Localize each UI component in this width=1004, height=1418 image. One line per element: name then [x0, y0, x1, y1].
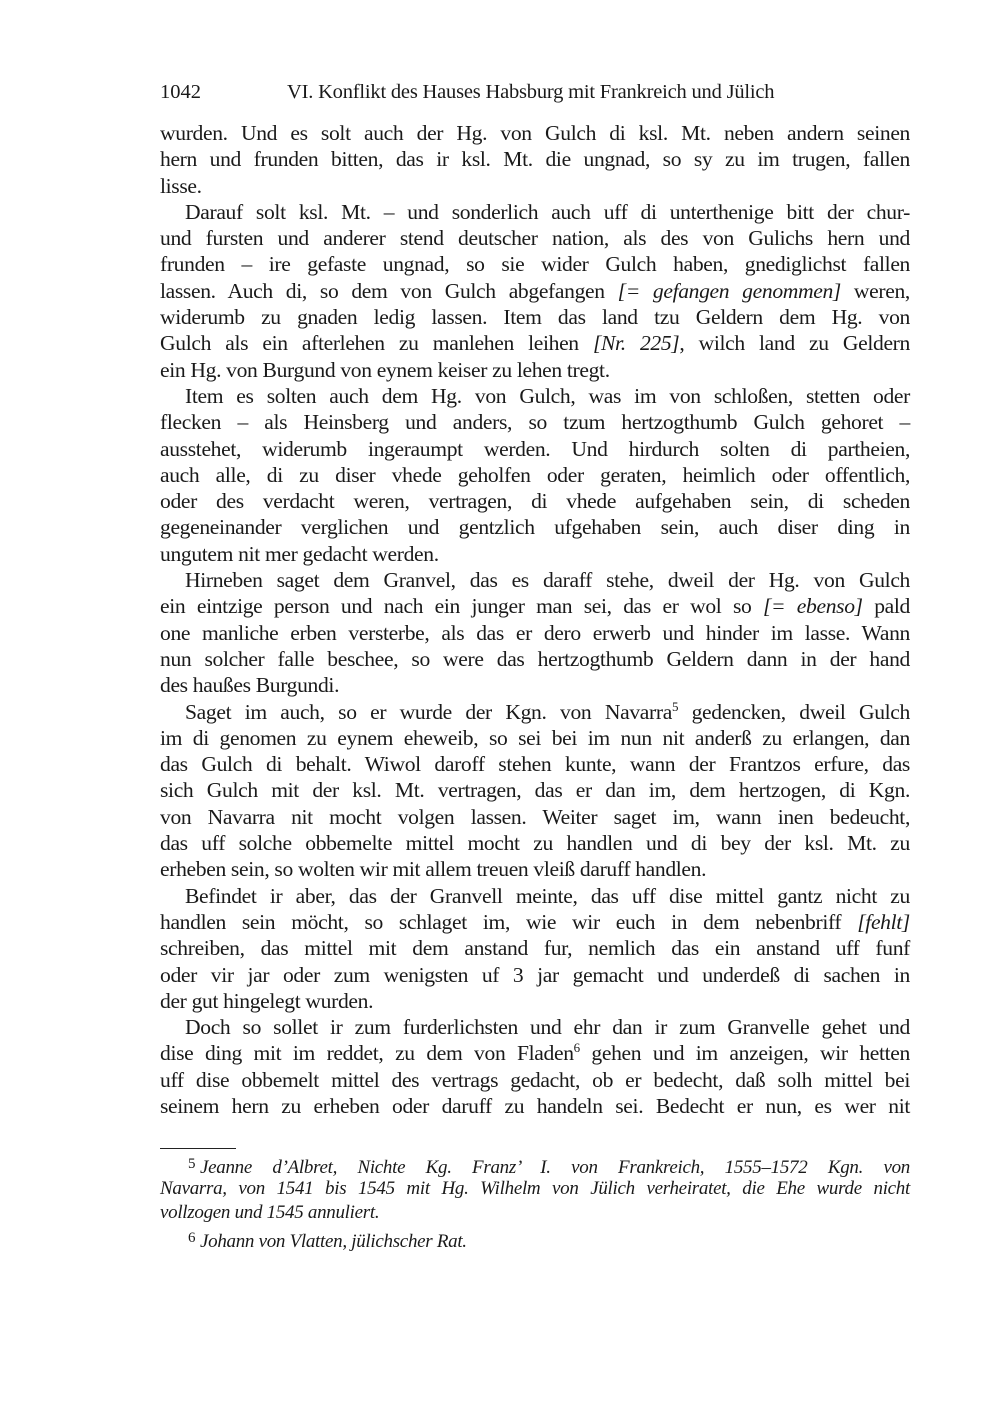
- text-line: der gut hingelegt wurden.: [160, 988, 374, 1013]
- text-line: ungutem nit mer gedacht werden.: [160, 541, 439, 566]
- footnote: [160, 1152, 910, 1226]
- editorial-note: [= ebenso]: [762, 594, 863, 619]
- main-text: [160, 120, 910, 1119]
- text-line: von Navarra nit mocht volgen lassen. Weiter saget im, wann inen bedeucht,: [160, 804, 910, 829]
- text-line: und fursten und anderer stend deutscher nation, als des von Gulichs hern und: [160, 226, 910, 251]
- footnote-reference[interactable]: 5: [671, 698, 679, 714]
- paragraph: [160, 699, 910, 883]
- text-line: des haußes Burgundi.: [160, 673, 340, 698]
- footnote-line: vollzogen und 1545 annuliert.: [160, 1202, 380, 1223]
- text-line: lassen. Auch di, so dem von Gulch abgefangen [= gefangen genommen] weren,: [160, 278, 910, 303]
- text-line: dise ding mit im reddet, zu dem von Fladen$^6$ gehen und im anzeigen, wir hetten: [160, 1040, 910, 1066]
- text-line: widerumb zu gnaden ledig lassen. Item das land tzu Geldern dem Hg. von: [160, 305, 910, 330]
- paragraph: [160, 199, 910, 383]
- paragraph: [160, 383, 910, 567]
- footnote-number: 6: [188, 1229, 196, 1246]
- text-line: das uff solche obbemelte mittel mocht zu handlen und di bey der ksl. Mt. zu: [160, 831, 910, 856]
- text-line: Saget im auch, so er wurde der Kgn. von Navarra$^5$ gedencken, dweil Gulch: [185, 698, 910, 724]
- text-line: nun solcher falle beschee, so were das hertzogthumb Geldern dann in der hand: [160, 646, 910, 671]
- text-line: one manliche erben versterbe, als das er dero erwerb und hinder im lasse. Wann: [160, 620, 910, 645]
- editorial-note: [= gefangen genommen]: [617, 278, 841, 303]
- text-line: gegeneinander verglichen und gentzlich ufgehaben sein, auch diser ding in: [160, 515, 910, 540]
- footnote-number: 5: [188, 1156, 196, 1172]
- footnote: [160, 1226, 910, 1251]
- footnote-reference[interactable]: 6: [573, 1040, 580, 1056]
- text-line: Doch so sollet ir zum furderlichsten und ehr dan ir zum Granvelle gehet und: [185, 1015, 910, 1040]
- footnote-line: 6 Johann von Vlatten, jülichscher Rat.: [160, 1226, 910, 1251]
- text-line: wurden. Und es solt auch der Hg. von Gulch di ksl. Mt. neben andern seinen: [160, 121, 910, 145]
- text-line: frunden – ire gefaste ungnad, so sie wider Gulch haben, gnediglichst fallen: [160, 252, 910, 277]
- paragraph: [160, 120, 910, 199]
- page-number: 1042: [160, 81, 201, 103]
- text-line: oder des verdacht weren, vertragen, di vhede aufgehaben sein, di scheden: [160, 489, 910, 514]
- text-line: schreiben, das mittel mit dem anstand fur, nemlich das ein anstand uff funf: [160, 936, 910, 961]
- text-line: handlen sein möcht, so schlaget im, wie wir euch in dem nebenbriff [fehlt]: [160, 909, 910, 934]
- editorial-note: [Nr. 225]: [592, 331, 680, 356]
- text-line: auch alle, di zu diser vhede geholfen oder geraten, heimlich oder offentlich,: [160, 462, 910, 487]
- page-header: [160, 78, 910, 106]
- running-title: VI. Konflikt des Hauses Habsburg mit Frankreich und Jülich: [287, 81, 775, 103]
- text-line: ein eintzige person und nach ein junger man sei, das er wol so [= ebenso] pald: [160, 594, 911, 619]
- text-line: oder vir jar oder zum wenigsten uf 3 jar gemacht und underdeß di sachen in: [160, 962, 910, 987]
- text-line: ein Hg. von Burgund von eynem keiser zu lehen tregt.: [160, 357, 610, 382]
- footnote-separator: [160, 1148, 236, 1149]
- text-line: seinem hern zu erheben oder daruff zu handeln sei. Bedecht er nun, es wer nit: [160, 1093, 910, 1118]
- footnotes: [160, 1152, 910, 1250]
- text-line: flecken – als Heinsberg und anders, so tzum hertzogthumb Gulch gehoret –: [160, 410, 910, 435]
- text-line: Gulch als ein afterlehen zu manlehen leihen [Nr. 225], wilch land zu Geldern: [160, 331, 910, 356]
- paragraph: [160, 1014, 910, 1119]
- text-line: lisse.: [160, 173, 202, 198]
- paragraph: [160, 883, 910, 1014]
- footnote-line: 5 Jeanne d’Albret, Nichte Kg. Franz’ I. von Frankreich, 1555–1572 Kgn. von: [160, 1152, 910, 1177]
- text-line: im di genomen zu eynem eheweib, so sei bei im nun nit anderß zu erlangen, dan: [160, 725, 910, 750]
- footnote-line: Navarra, von 1541 bis 1545 mit Hg. Wilhelm von Jülich verheiratet, die Ehe wurde nicht: [160, 1177, 910, 1199]
- editorial-note: [fehlt]: [857, 909, 910, 934]
- text-line: Hirneben saget dem Granvel, das es daraff stehe, dweil der Hg. von Gulch: [185, 568, 910, 593]
- text-line: ausstehet, widerumb ingeraumpt werden. Und hirdurch solten di partheien,: [160, 436, 910, 461]
- text-line: uff dise obbemelt mittel des vertrags gedacht, ob er bedecht, daß solh mittel bei: [160, 1067, 910, 1092]
- text-line: Befindet ir aber, das der Granvell meinte, das uff dise mittel gantz nicht zu: [185, 883, 910, 908]
- text-line: sich Gulch mit der ksl. Mt. vertragen, das er dan im, dem hertzogen, di Kgn.: [160, 778, 910, 803]
- text-line: das Gulch di behalt. Wiwol daroff stehen kunte, wann der Frantzos erfure, das: [160, 752, 910, 777]
- text-line: erheben sein, so wolten wir mit allem treuen vleiß daruff handlen.: [160, 857, 707, 882]
- text-line: Darauf solt ksl. Mt. – und sonderlich auch uff di unterthenige bitt der chur-: [185, 199, 910, 224]
- text-line: Item es solten auch dem Hg. von Gulch, was im von schloßen, stetten oder: [185, 383, 910, 408]
- paragraph: [160, 567, 910, 698]
- text-line: hern und frunden bitten, das ir ksl. Mt. die ungnad, so sy zu im trugen, fallen: [160, 147, 910, 172]
